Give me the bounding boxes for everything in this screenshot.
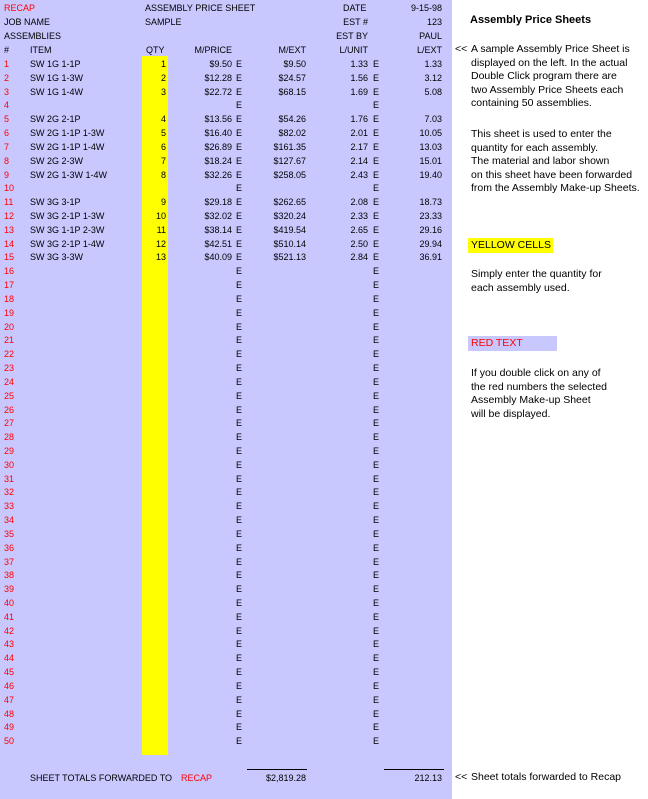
row-mflag: E [236, 487, 243, 497]
intro-text: A sample Assembly Price Sheet is displayed on the left. In the actual Double Click program there are two Assembly Price Sheets each containing 50 assemblies. [471, 43, 630, 109]
row-lflag: E [373, 87, 380, 97]
date-label: DATE [343, 3, 367, 13]
row-lflag: E [373, 709, 380, 719]
row-lflag: E [373, 543, 380, 553]
row-lflag: E [373, 128, 380, 138]
row-number[interactable]: 38 [4, 570, 15, 580]
row-number[interactable]: 44 [4, 653, 15, 663]
row-qty[interactable]: 13 [155, 252, 166, 262]
row-number[interactable]: 39 [4, 584, 15, 594]
row-mflag: E [236, 225, 243, 235]
row-number[interactable]: 46 [4, 681, 15, 691]
row-mext: $127.67 [273, 156, 306, 166]
totals-note: Sheet totals forwarded to Recap [471, 771, 622, 783]
row-number[interactable]: 6 [4, 128, 10, 138]
lext-total-rule [384, 769, 444, 770]
row-qty[interactable]: 11 [156, 225, 166, 235]
row-mflag: E [236, 736, 243, 746]
row-mprice: $42.51 [204, 239, 232, 249]
yellow-cells-badge: YELLOW CELLS [468, 238, 553, 253]
row-item: SW 3G 1-1P 2-3W [30, 225, 105, 235]
row-mext: $82.02 [278, 128, 306, 138]
row-mflag: E [236, 349, 243, 359]
row-number[interactable]: 3 [4, 87, 10, 97]
row-item: SW 2G 1-3W 1-4W [30, 170, 108, 180]
row-number[interactable]: 15 [4, 252, 15, 262]
col-header-num: # [4, 45, 10, 55]
row-qty[interactable]: 6 [160, 142, 166, 152]
row-lflag: E [373, 474, 380, 484]
row-lext: 5.08 [424, 87, 442, 97]
row-mflag: E [236, 667, 243, 677]
row-lflag: E [373, 736, 380, 746]
row-number[interactable]: 7 [4, 142, 10, 152]
row-number[interactable]: 43 [4, 639, 15, 649]
row-lext: 36.91 [419, 252, 442, 262]
col-header-lext: L/EXT [416, 45, 442, 55]
row-number[interactable]: 33 [4, 501, 15, 511]
row-number[interactable]: 21 [4, 335, 15, 345]
row-mflag: E [236, 87, 243, 97]
row-item: SW 3G 2-1P 1-3W [30, 211, 105, 221]
row-mprice: $40.09 [204, 252, 232, 262]
row-mflag: E [236, 308, 243, 318]
row-number[interactable]: 16 [4, 266, 15, 276]
row-mflag: E [236, 170, 243, 180]
row-mext: $510.14 [273, 239, 306, 249]
mext-total: $2,819.28 [265, 773, 306, 783]
row-mprice: $22.72 [204, 87, 232, 97]
recap-link[interactable]: RECAP [4, 3, 36, 13]
row-qty[interactable]: 8 [160, 170, 166, 180]
row-lext: 18.73 [419, 197, 442, 207]
row-number[interactable]: 34 [4, 515, 15, 525]
row-lflag: E [373, 418, 380, 428]
row-lext: 19.40 [419, 170, 442, 180]
row-mprice: $13.56 [204, 114, 232, 124]
row-mflag: E [236, 584, 243, 594]
row-lflag: E [373, 183, 380, 193]
row-mext: $54.26 [278, 114, 306, 124]
row-lflag: E [373, 363, 380, 373]
sheet-title: ASSEMBLY PRICE SHEET [145, 3, 256, 13]
row-lflag: E [373, 322, 380, 332]
row-lunit: 1.69 [350, 87, 368, 97]
row-lflag: E [373, 667, 380, 677]
row-number[interactable]: 4 [4, 100, 10, 110]
row-lflag: E [373, 405, 380, 415]
row-lflag: E [373, 487, 380, 497]
row-number[interactable]: 26 [4, 405, 15, 415]
col-header-mprice: M/PRICE [194, 45, 232, 55]
row-item: SW 3G 3-3W [30, 252, 84, 262]
row-number[interactable]: 40 [4, 598, 15, 608]
row-lext: 13.03 [419, 142, 442, 152]
row-mflag: E [236, 114, 243, 124]
row-number[interactable]: 10 [4, 183, 15, 193]
row-lflag: E [373, 170, 380, 180]
row-mflag: E [236, 543, 243, 553]
row-mflag: E [236, 280, 243, 290]
row-number[interactable]: 29 [4, 446, 15, 456]
row-mflag: E [236, 405, 243, 415]
col-header-item: ITEM [30, 45, 52, 55]
row-qty[interactable]: 5 [160, 128, 166, 138]
row-mflag: E [236, 432, 243, 442]
totals-recap-link[interactable]: RECAP [181, 773, 213, 783]
row-mflag: E [236, 446, 243, 456]
job-name-value[interactable]: SAMPLE [145, 17, 182, 27]
row-mprice: $29.18 [204, 197, 232, 207]
col-header-lunit: L/UNIT [339, 45, 368, 55]
row-number[interactable]: 42 [4, 626, 15, 636]
row-lflag: E [373, 557, 380, 567]
row-lunit: 2.17 [350, 142, 368, 152]
row-mflag: E [236, 128, 243, 138]
row-lunit: 2.33 [350, 211, 368, 221]
row-item: SW 1G 1-3W [30, 73, 84, 83]
row-mprice: $26.89 [204, 142, 232, 152]
row-mflag: E [236, 377, 243, 387]
row-mflag: E [236, 73, 243, 83]
row-number[interactable]: 35 [4, 529, 15, 539]
row-mflag: E [236, 639, 243, 649]
row-mflag: E [236, 363, 243, 373]
row-lflag: E [373, 211, 380, 221]
row-number[interactable]: 1 [4, 59, 10, 69]
row-lflag: E [373, 294, 380, 304]
row-number[interactable]: 17 [4, 280, 15, 290]
row-mext: $9.50 [283, 59, 306, 69]
totals-label: SHEET TOTALS FORWARDED TO [30, 773, 173, 783]
row-lflag: E [373, 598, 380, 608]
row-number[interactable]: 32 [4, 487, 15, 497]
row-mflag: E [236, 418, 243, 428]
row-mflag: E [236, 59, 243, 69]
row-mflag: E [236, 695, 243, 705]
row-number[interactable]: 14 [4, 239, 15, 249]
row-mflag: E [236, 211, 243, 221]
row-lunit: 1.76 [350, 114, 368, 124]
row-mext: $161.35 [273, 142, 306, 152]
row-mflag: E [236, 612, 243, 622]
row-mflag: E [236, 335, 243, 345]
row-item: SW 1G 1-1P [30, 59, 81, 69]
row-number[interactable]: 5 [4, 114, 10, 124]
row-lext: 7.03 [424, 114, 442, 124]
row-lflag: E [373, 584, 380, 594]
row-mflag: E [236, 197, 243, 207]
row-lflag: E [373, 252, 380, 262]
row-lflag: E [373, 653, 380, 663]
row-number[interactable]: 48 [4, 709, 15, 719]
row-lflag: E [373, 626, 380, 636]
row-number[interactable]: 50 [4, 736, 15, 746]
row-lflag: E [373, 460, 380, 470]
row-lflag: E [373, 501, 380, 511]
row-lext: 29.16 [419, 225, 442, 235]
row-lunit: 2.43 [350, 170, 368, 180]
row-lflag: E [373, 266, 380, 276]
row-item: SW 2G 2-1P [30, 114, 81, 124]
row-lflag: E [373, 570, 380, 580]
row-lunit: 2.50 [350, 239, 368, 249]
yellow-cells-text: Simply enter the quantity for each assembly used. [471, 268, 602, 294]
row-number[interactable]: 31 [4, 474, 15, 484]
row-lflag: E [373, 529, 380, 539]
row-mflag: E [236, 460, 243, 470]
row-lflag: E [373, 612, 380, 622]
pointer-top-icon: << [455, 43, 468, 55]
row-lflag: E [373, 308, 380, 318]
row-mflag: E [236, 570, 243, 580]
red-text-badge: RED TEXT [468, 336, 557, 351]
row-lext: 1.33 [424, 59, 442, 69]
row-mext: $68.15 [278, 87, 306, 97]
row-qty[interactable]: 10 [155, 211, 166, 221]
panel-title: Assembly Price Sheets [470, 14, 592, 26]
row-number[interactable]: 8 [4, 156, 10, 166]
assemblies-label: ASSEMBLIES [4, 31, 62, 41]
row-mflag: E [236, 626, 243, 636]
row-lext: 10.05 [419, 128, 442, 138]
row-lflag: E [373, 114, 380, 124]
row-mprice: $16.40 [204, 128, 232, 138]
row-lunit: 2.14 [350, 156, 368, 166]
job-name-label: JOB NAME [4, 17, 51, 27]
row-number[interactable]: 20 [4, 322, 15, 332]
row-number[interactable]: 24 [4, 377, 15, 387]
row-lflag: E [373, 639, 380, 649]
date-value[interactable]: 9-15-98 [410, 3, 442, 13]
row-number[interactable]: 19 [4, 308, 15, 318]
row-number[interactable]: 2 [4, 73, 10, 83]
lext-total: 212.13 [414, 773, 442, 783]
est-number-value[interactable]: 123 [426, 17, 442, 27]
row-mprice: $18.24 [204, 156, 232, 166]
row-mflag: E [236, 252, 243, 262]
row-number[interactable]: 11 [4, 197, 14, 207]
row-mflag: E [236, 681, 243, 691]
row-qty[interactable]: 9 [160, 197, 166, 207]
row-mflag: E [236, 294, 243, 304]
row-lext: 3.12 [424, 73, 442, 83]
row-lflag: E [373, 59, 380, 69]
row-number[interactable]: 36 [4, 543, 15, 553]
row-mprice: $32.26 [204, 170, 232, 180]
row-lunit: 1.33 [350, 59, 368, 69]
row-lunit: 2.65 [350, 225, 368, 235]
row-mext: $24.57 [278, 73, 306, 83]
row-lflag: E [373, 280, 380, 290]
col-header-mext: M/EXT [278, 45, 306, 55]
est-by-label: EST BY [336, 31, 368, 41]
row-lflag: E [373, 681, 380, 691]
row-number[interactable]: 25 [4, 391, 15, 401]
row-mflag: E [236, 722, 243, 732]
row-lflag: E [373, 695, 380, 705]
row-mflag: E [236, 474, 243, 484]
row-mflag: E [236, 239, 243, 249]
row-mflag: E [236, 266, 243, 276]
row-mflag: E [236, 156, 243, 166]
row-mflag: E [236, 391, 243, 401]
row-item: SW 3G 2-1P 1-4W [30, 239, 105, 249]
row-qty[interactable]: 1 [160, 59, 166, 69]
row-mflag: E [236, 142, 243, 152]
row-qty[interactable]: 4 [160, 114, 166, 124]
col-header-qty: QTY [146, 45, 165, 55]
est-number-label: EST # [343, 17, 368, 27]
row-lext: 15.01 [419, 156, 442, 166]
row-lflag: E [373, 722, 380, 732]
row-mflag: E [236, 557, 243, 567]
row-lflag: E [373, 239, 380, 249]
row-lunit: 2.08 [350, 197, 368, 207]
row-lflag: E [373, 73, 380, 83]
row-lflag: E [373, 156, 380, 166]
row-number[interactable]: 37 [4, 557, 15, 567]
row-mprice: $12.28 [204, 73, 232, 83]
row-mext: $320.24 [273, 211, 306, 221]
row-item: SW 1G 1-4W [30, 87, 84, 97]
row-mext: $419.54 [273, 225, 306, 235]
row-lflag: E [373, 142, 380, 152]
row-mflag: E [236, 515, 243, 525]
row-number[interactable]: 41 [4, 612, 15, 622]
row-number[interactable]: 9 [4, 170, 10, 180]
row-qty[interactable]: 2 [160, 73, 166, 83]
pointer-bottom-icon: << [455, 771, 468, 783]
row-number[interactable]: 13 [4, 225, 15, 235]
est-by-value[interactable]: PAUL [419, 31, 442, 41]
row-mflag: E [236, 183, 243, 193]
row-lflag: E [373, 515, 380, 525]
row-mflag: E [236, 653, 243, 663]
row-lunit: 2.01 [350, 128, 368, 138]
row-lflag: E [373, 197, 380, 207]
row-lflag: E [373, 335, 380, 345]
row-number[interactable]: 23 [4, 363, 15, 373]
row-item: SW 2G 1-1P 1-3W [30, 128, 105, 138]
row-mflag: E [236, 529, 243, 539]
row-mflag: E [236, 322, 243, 332]
row-number[interactable]: 30 [4, 460, 15, 470]
row-mflag: E [236, 598, 243, 608]
row-number[interactable]: 47 [4, 695, 15, 705]
row-mprice: $9.50 [209, 59, 232, 69]
row-qty[interactable]: 12 [155, 239, 166, 249]
row-qty[interactable]: 3 [160, 87, 166, 97]
row-number[interactable]: 28 [4, 432, 15, 442]
row-lflag: E [373, 100, 380, 110]
row-mext: $258.05 [273, 170, 306, 180]
row-mext: $262.65 [273, 197, 306, 207]
row-lflag: E [373, 349, 380, 359]
row-lflag: E [373, 377, 380, 387]
row-number[interactable]: 49 [4, 722, 15, 732]
row-qty[interactable]: 7 [160, 156, 166, 166]
row-lflag: E [373, 225, 380, 235]
row-item: SW 2G 1-1P 1-4W [30, 142, 105, 152]
row-mprice: $32.02 [204, 211, 232, 221]
row-mflag: E [236, 100, 243, 110]
row-mflag: E [236, 501, 243, 511]
row-number[interactable]: 45 [4, 667, 15, 677]
row-lflag: E [373, 391, 380, 401]
row-mprice: $38.14 [204, 225, 232, 235]
row-lunit: 1.56 [350, 73, 368, 83]
row-item: SW 2G 2-3W [30, 156, 84, 166]
red-text-help: If you double click on any of the red numbers the selected Assembly Make-up Sheet will be displayed. [471, 367, 607, 420]
row-lext: 23.33 [419, 211, 442, 221]
row-number[interactable]: 12 [4, 211, 15, 221]
mext-total-rule [247, 769, 307, 770]
usage-text: This sheet is used to enter the quantity for each assembly. The material and labor shown on this sheet have been forwarded from the Assembly Make-up Sheets. [471, 128, 640, 194]
row-lflag: E [373, 446, 380, 456]
row-number[interactable]: 18 [4, 294, 15, 304]
row-item: SW 3G 3-1P [30, 197, 81, 207]
row-number[interactable]: 22 [4, 349, 15, 359]
row-mflag: E [236, 709, 243, 719]
row-lflag: E [373, 432, 380, 442]
row-number[interactable]: 27 [4, 418, 15, 428]
row-lext: 29.94 [419, 239, 442, 249]
help-panel [452, 0, 648, 799]
row-mext: $521.13 [273, 252, 306, 262]
row-lunit: 2.84 [350, 252, 368, 262]
